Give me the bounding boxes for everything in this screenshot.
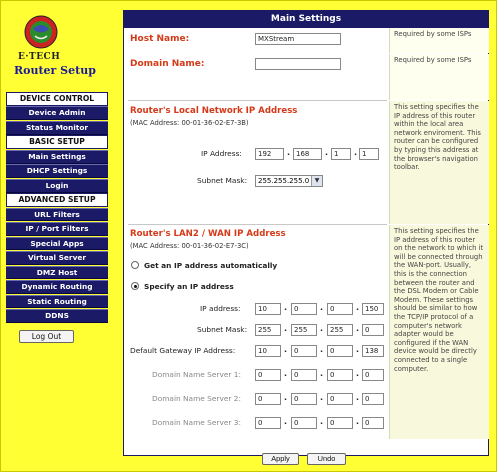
logo-subtitle: Router Setup (14, 64, 96, 77)
nav-section-device-control: DEVICE CONTROL (6, 92, 108, 106)
wan-mask-octet-2[interactable]: 255 (291, 324, 317, 336)
wan-ip-octet-3[interactable]: 0 (327, 303, 353, 315)
section-divider (128, 224, 387, 225)
gateway-octet-3[interactable]: 0 (327, 345, 353, 357)
wan-ip-octet-4[interactable]: 150 (362, 303, 384, 315)
get-ip-automatically-label: Get an IP address automatically (144, 261, 278, 270)
wan-ip-octet-2[interactable]: 0 (291, 303, 317, 315)
wan-heading: Router's LAN2 / WAN IP Address (130, 229, 286, 239)
radio-get-ip-automatically[interactable] (131, 261, 139, 269)
lan-mask-label: Subnet Mask: (197, 176, 248, 185)
dns2-octet-4[interactable]: 0 (362, 393, 384, 405)
nav-item-dmz-host[interactable]: DMZ Host (6, 266, 108, 280)
sidebar-nav (6, 92, 108, 324)
nav-item-main-settings[interactable]: Main Settings (6, 150, 108, 164)
wan-mask-octet-4[interactable]: 0 (362, 324, 384, 336)
dns1-octet-2[interactable]: 0 (291, 369, 317, 381)
radio-specify-ip-address[interactable] (131, 282, 139, 290)
nav-item-ddns[interactable]: DDNS (6, 309, 108, 323)
wan-ip-octet-1[interactable]: 10 (255, 303, 281, 315)
settings-form: Host Name: MXStream Domain Name: Router's Local Network IP Address (MAC Address: 00-01-36-02-E7-3B) IP Address: 192 . 168 . 1 . 1 Subnet Mask: 255.255.255.0 ▼ Router's LAN2 / WAN IP Address (MAC Address: 00-01-36-02-E7-3C) Get an IP address automatically Specify an IP address IP address: 10 . 0 . 0 . 150 Subnet Mask: 255 . 255 . 255 . 0 Default Gateway IP Address: 10 . 0 . 0 . 138 Domain Name Server 1: 0 . 0 . 0 . 0 Domain Name Server 2: 0 . 0 . 0 . 0 Domain Name Server 3: 0 . 0 . 0 . 0 (128, 28, 387, 439)
dns1-octet-1[interactable]: 0 (255, 369, 281, 381)
wan-ip-label: IP address: (200, 304, 241, 313)
lan-ip-label: IP Address: (201, 149, 242, 158)
gateway-octet-4[interactable]: 138 (362, 345, 384, 357)
nav-section-basic-setup: BASIC SETUP (6, 135, 108, 149)
main-settings-panel (123, 10, 489, 456)
help-column (389, 28, 489, 439)
wan-mask-octet-1[interactable]: 255 (255, 324, 281, 336)
lan-subnet-mask-select[interactable]: 255.255.255.0 ▼ (255, 175, 323, 187)
domain-name-label: Domain Name: (130, 59, 205, 69)
nav-item-ip-port-filters[interactable]: IP / Port Filters (6, 222, 108, 236)
nav-item-status-monitor[interactable]: Status Monitor (6, 121, 108, 135)
dns3-label: Domain Name Server 3: (152, 418, 241, 427)
host-name-help: Required by some ISPs (389, 28, 489, 53)
apply-button[interactable]: Apply (262, 453, 299, 465)
lan-ip-octet-1[interactable]: 192 (255, 148, 284, 160)
lan-heading: Router's Local Network IP Address (130, 106, 298, 116)
gateway-octet-2[interactable]: 0 (291, 345, 317, 357)
nav-item-dynamic-routing[interactable]: Dynamic Routing (6, 280, 108, 294)
lan-help: This setting specifies the IP address of this router within the local area network enviroment. This router can be configured by typing this address at the browser's navigation toolbar. (389, 101, 489, 224)
nav-item-login[interactable]: Login (6, 179, 108, 193)
dns2-octet-1[interactable]: 0 (255, 393, 281, 405)
nav-item-url-filters[interactable]: URL Filters (6, 208, 108, 222)
dns2-octet-3[interactable]: 0 (327, 393, 353, 405)
dns1-octet-3[interactable]: 0 (327, 369, 353, 381)
domain-name-input[interactable] (255, 58, 341, 70)
host-name-input[interactable]: MXStream (255, 33, 341, 45)
wan-mac-address: (MAC Address: 00-01-36-02-E7-3C) (130, 242, 249, 250)
undo-button[interactable]: Undo (307, 453, 346, 465)
dns3-octet-3[interactable]: 0 (327, 417, 353, 429)
lan-ip-octet-2[interactable]: 168 (293, 148, 322, 160)
dns2-octet-2[interactable]: 0 (291, 393, 317, 405)
wan-mask-octet-3[interactable]: 255 (327, 324, 353, 336)
nav-section-advanced-setup: ADVANCED SETUP (6, 193, 108, 207)
dns1-octet-4[interactable]: 0 (362, 369, 384, 381)
nav-item-static-routing[interactable]: Static Routing (6, 295, 108, 309)
logo-brand: E·TECH (18, 52, 61, 62)
chevron-down-icon: ▼ (311, 176, 322, 186)
gateway-label: Default Gateway IP Address: (130, 346, 236, 355)
wan-mask-label: Subnet Mask: (197, 325, 248, 334)
nav-item-special-apps[interactable]: Special Apps (6, 237, 108, 251)
specify-ip-address-label: Specify an IP address (144, 282, 234, 291)
lan-ip-octet-3[interactable]: 1 (331, 148, 351, 160)
host-name-label: Host Name: (130, 34, 190, 44)
dns2-label: Domain Name Server 2: (152, 394, 241, 403)
nav-item-dhcp-settings[interactable]: DHCP Settings (6, 164, 108, 178)
nav-item-virtual-server[interactable]: Virtual Server (6, 251, 108, 265)
lan-mac-address: (MAC Address: 00-01-36-02-E7-3B) (130, 119, 249, 127)
logout-button[interactable]: Log Out (19, 330, 74, 343)
dns1-label: Domain Name Server 1: (152, 370, 241, 379)
page-title: Main Settings (124, 11, 488, 28)
domain-name-help: Required by some ISPs (389, 54, 489, 100)
dns3-octet-4[interactable]: 0 (362, 417, 384, 429)
dns3-octet-2[interactable]: 0 (291, 417, 317, 429)
gateway-octet-1[interactable]: 10 (255, 345, 281, 357)
lan-ip-octet-4[interactable]: 1 (359, 148, 379, 160)
nav-item-device-admin[interactable]: Device Admin (6, 106, 108, 120)
etech-logo (8, 12, 108, 80)
wan-help: This setting specifies the IP address of this router on the network to which it will be connected through the WAN-port. Usually, this is the connection between the router and the DSL Modem or Cable Modem. These settings should be similar to how the TCP/IP protocol of a computer's network adapter would be configured if the WAN device would be directly connected to a single computer. (389, 225, 489, 439)
section-divider (128, 100, 387, 101)
dns3-octet-1[interactable]: 0 (255, 417, 281, 429)
